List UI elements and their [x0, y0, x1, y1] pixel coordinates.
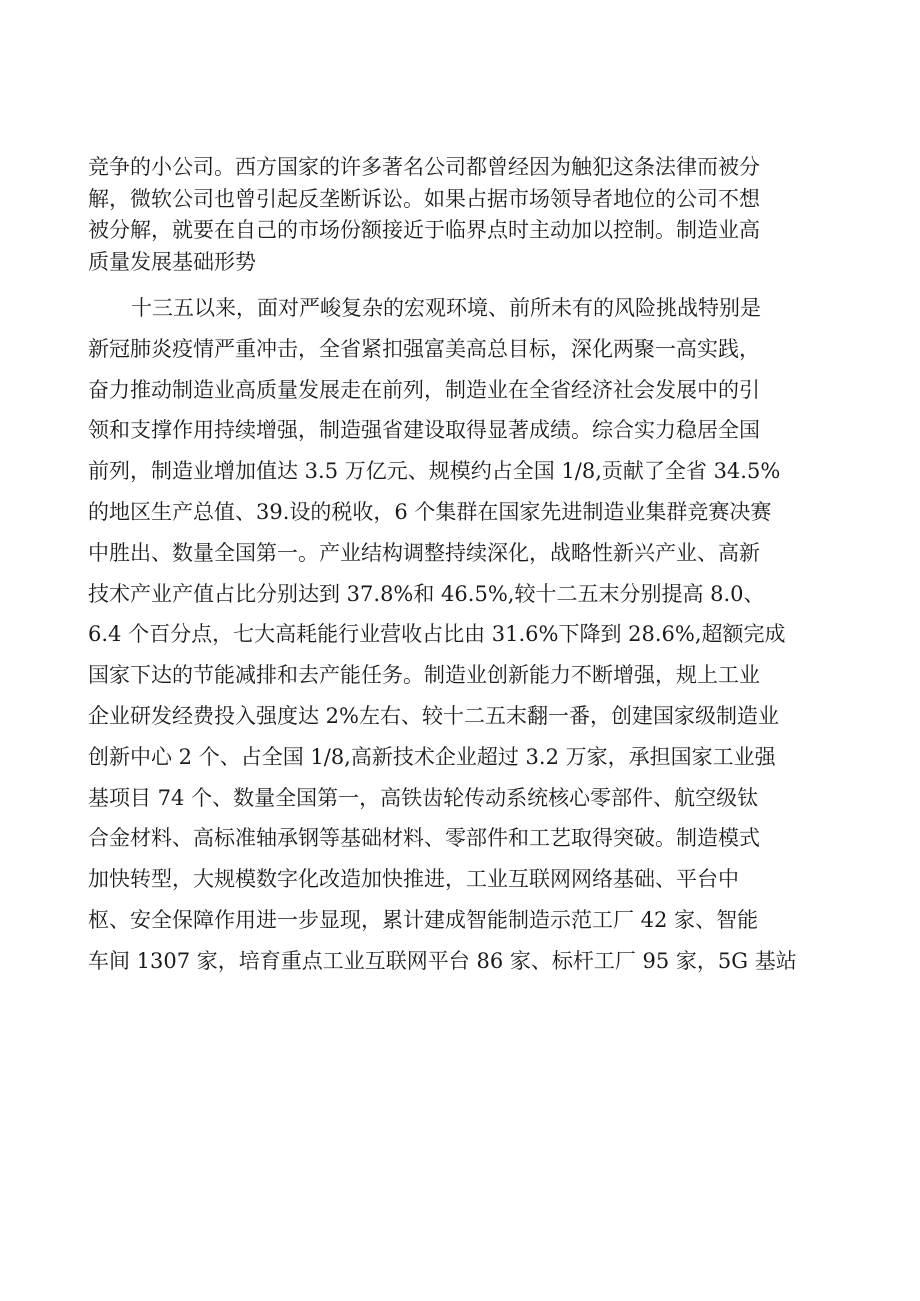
text-line: 枢、安全保障作用进一步显现，累计建成智能制造示范工厂 42 家、智能 — [88, 907, 759, 932]
text-line: 合金材料、高标准轴承钢等基础材料、零部件和工艺取得突破。制造模式 — [88, 826, 760, 851]
text-line: 的地区生产总值、39.设的税收，6 个集群在国家先进制造业集群竞赛决赛 — [88, 499, 772, 524]
text-line: 竞争的小公司。西方国家的许多著名公司都曾经因为触犯这条法律而被分 — [88, 155, 760, 179]
paragraph-1 — [88, 152, 833, 278]
text-line: 被分解，就要在自己的市场份额接近于临界点时主动加以控制。制造业高 — [88, 218, 760, 242]
text-line: 基项目 74 个、数量全国第一，高铁齿轮传动系统核心零部件、航空级钛 — [88, 785, 759, 810]
text-line: 加快转型，大规模数字化改造加快推进，工业互联网网络基础、平台中 — [88, 867, 739, 892]
text-line: 领和支撑作用持续增强，制造强省建设取得显著成绩。综合实力稳居全国 — [88, 418, 760, 443]
text-line: 质量发展基础形势 — [88, 249, 256, 274]
text-line: 前列，制造业增加值达 3.5 万亿元、规模约占全国 1/8,贡献了全省 34.5% — [88, 459, 781, 484]
text-line: 中胜出、数量全国第一。产业结构调整持续深化，战略性新兴产业、高新 — [88, 540, 760, 565]
paragraph-2 — [88, 288, 833, 982]
text-line: 奋力推动制造业高质量发展走在前列，制造业在全省经济社会发展中的引 — [88, 377, 760, 402]
text-line: 新冠肺炎疫情严重冲击，全省紧扣强富美高总目标，深化两聚一高实践， — [88, 336, 760, 361]
text-line: 企业研发经费投入强度达 2%左右、较十二五末翻一番，创建国家级制造业 — [88, 703, 779, 728]
text-line: 国家下达的节能减排和去产能任务。制造业创新能力不断增强，规上工业 — [88, 663, 760, 688]
text-line: 十三五以来，面对严峻复杂的宏观环境、前所未有的风险挑战特别是 — [131, 296, 761, 320]
text-line: 解，微软公司也曾引起反垄断诉讼。如果占据市场领导者地位的公司不想 — [88, 186, 760, 211]
text-line: 车间 1307 家，培育重点工业互联网平台 86 家、标杆工厂 95 家，5G 基站 — [88, 948, 797, 973]
text-line: 6.4 个百分点，七大高耗能行业营收占比由 31.6%下降到 28.6%,超额完成 — [88, 622, 786, 647]
text-line: 技术产业产值占比分别达到 37.8%和 46.5%,较十二五末分别提高 8.0、 — [88, 581, 765, 606]
text-line: 创新中心 2 个、占全国 1/8,高新技术企业超过 3.2 万家，承担国家工业强 — [88, 744, 776, 769]
